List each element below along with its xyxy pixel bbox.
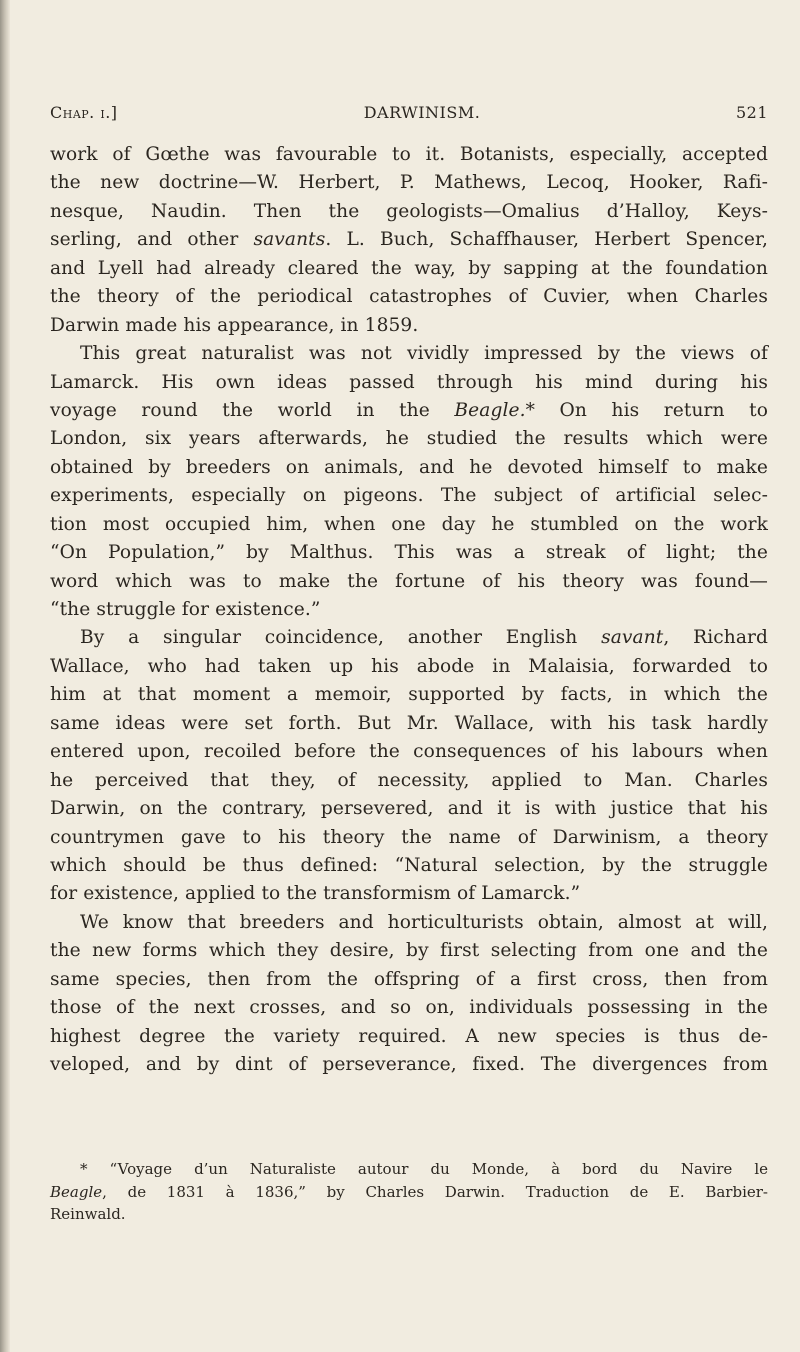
text-line-text: the new forms which they desire, by first selecting from one and the xyxy=(50,940,768,962)
text-line-text: him at that moment a memoir, supported by facts, in which the xyxy=(50,684,768,706)
text-line xyxy=(50,824,768,852)
text-line xyxy=(50,454,768,482)
text-line xyxy=(50,596,768,624)
footnote-line-italic: Beagle xyxy=(50,1182,103,1201)
text-line xyxy=(50,397,768,425)
page-number: 521 xyxy=(735,103,768,122)
text-line-text: experiments, especially on pigeons. The subject of artificial selec- xyxy=(50,485,768,507)
text-line xyxy=(50,909,768,937)
text-line xyxy=(50,937,768,965)
text-line-text: “On Population,” by Malthus. This was a streak of light; the xyxy=(50,542,768,564)
text-line-text: he perceived that they, of necessity, applied to Man. Charles xyxy=(50,769,768,791)
text-line xyxy=(50,994,768,1022)
text-line xyxy=(50,624,768,652)
text-line-text: voyage round the world in the xyxy=(50,399,455,421)
text-line xyxy=(50,425,768,453)
page-edge xyxy=(0,0,10,1352)
chapter-label: Chap. i.] xyxy=(50,103,118,122)
text-line-text: Darwin made his appearance, in 1859. xyxy=(50,314,419,336)
text-line xyxy=(50,852,768,880)
text-line xyxy=(50,681,768,709)
text-line-text: those of the next crosses, and so on, individuals possessing in the xyxy=(50,997,768,1019)
text-line-text: the new doctrine—W. Herbert, P. Mathews, Lecoq, Hooker, Rafi- xyxy=(50,172,768,194)
text-line-text: the theory of the periodical catastrophes of Cuvier, when Charles xyxy=(50,286,768,308)
text-line-text: tion most occupied him, when one day he stumbled on the work xyxy=(50,513,768,535)
footnote-line-text: * “Voyage d’un Naturaliste autour du Monde, à bord du Navire le xyxy=(80,1160,768,1178)
text-line xyxy=(50,169,768,197)
text-line xyxy=(50,653,768,681)
text-line xyxy=(50,738,768,766)
text-line-text: obtained by breeders on animals, and he devoted himself to make xyxy=(50,456,768,478)
text-line-text: countrymen gave to his theory the name of Darwinism, a theory xyxy=(50,826,768,848)
text-line xyxy=(50,511,768,539)
footnote-line xyxy=(50,1203,768,1226)
text-line-text: We know that breeders and horticulturists obtain, almost at will, xyxy=(80,911,768,933)
text-line-text: and Lyell had already cleared the way, by sapping at the foundation xyxy=(50,257,768,279)
text-line xyxy=(50,568,768,596)
text-line-text-cont: , Richard xyxy=(663,627,768,649)
footnote xyxy=(50,1158,768,1226)
body-text xyxy=(50,141,768,1079)
text-line xyxy=(50,141,768,169)
text-line xyxy=(50,710,768,738)
text-line xyxy=(50,880,768,908)
text-line-text: same ideas were set forth. But Mr. Wallace, with his task hardly xyxy=(50,712,768,734)
text-line-text: London, six years afterwards, he studied the results which were xyxy=(50,428,768,450)
text-line-text: veloped, and by dint of perseverance, fixed. The divergences from xyxy=(50,1054,768,1075)
text-line-text-cont: . L. Buch, Schaffhauser, Herbert Spencer, xyxy=(325,229,768,251)
text-line xyxy=(50,767,768,795)
text-line-italic: savants xyxy=(253,229,326,251)
text-line xyxy=(50,539,768,567)
text-line-text: which should be thus defined: “Natural selection, by the struggle xyxy=(50,854,768,876)
footnote-line xyxy=(50,1158,768,1181)
text-line xyxy=(50,1023,768,1051)
text-line xyxy=(50,795,768,823)
text-line-text: serling, and other xyxy=(50,229,254,251)
text-line xyxy=(50,369,768,397)
text-line xyxy=(50,198,768,226)
text-line-text: Lamarck. His own ideas passed through his mind during his xyxy=(50,371,768,393)
text-line-italic: savant xyxy=(601,627,664,649)
text-line-text: for existence, applied to the transformism of Lamarck.” xyxy=(50,883,581,905)
text-line xyxy=(50,340,768,368)
text-line xyxy=(50,482,768,510)
text-line-text: By a singular coincidence, another English xyxy=(80,627,602,649)
text-line xyxy=(50,283,768,311)
text-line-text: same species, then from the offspring of a first cross, then from xyxy=(50,968,768,990)
text-line-text: “the struggle for existence.” xyxy=(50,599,321,620)
text-line xyxy=(50,226,768,254)
text-line-text: word which was to make the fortune of his theory was found— xyxy=(50,570,768,592)
footnote-line-text: Reinwald. xyxy=(50,1205,126,1223)
running-head xyxy=(50,103,768,127)
text-line-text: nesque, Naudin. Then the geologists—Omalius d’Halloy, Keys- xyxy=(50,200,768,222)
text-line-text: highest degree the variety required. A new species is thus de- xyxy=(50,1025,768,1047)
text-line-italic: Beagle.* xyxy=(454,399,536,421)
footnote-line xyxy=(50,1181,768,1204)
text-line-text-cont: On his return to xyxy=(535,399,768,421)
footnote-line-text-cont: , de 1831 à 1836,” by Charles Darwin. Traduction de E. Barbier- xyxy=(102,1182,768,1201)
text-line xyxy=(50,312,768,340)
text-line-text: entered upon, recoiled before the consequences of his labours when xyxy=(50,741,768,763)
text-line-text: Darwin, on the contrary, persevered, and it is with justice that his xyxy=(50,798,768,820)
text-line-text: Wallace, who had taken up his abode in Malaisia, forwarded to xyxy=(50,655,768,677)
text-line-text: This great naturalist was not vividly impressed by the views of xyxy=(80,343,768,365)
text-line xyxy=(50,1051,768,1079)
text-line xyxy=(50,966,768,994)
text-line xyxy=(50,255,768,283)
running-title: DARWINISM. xyxy=(363,103,481,122)
text-line-text: work of Gœthe was favourable to it. Botanists, especially, accepted xyxy=(50,144,768,165)
